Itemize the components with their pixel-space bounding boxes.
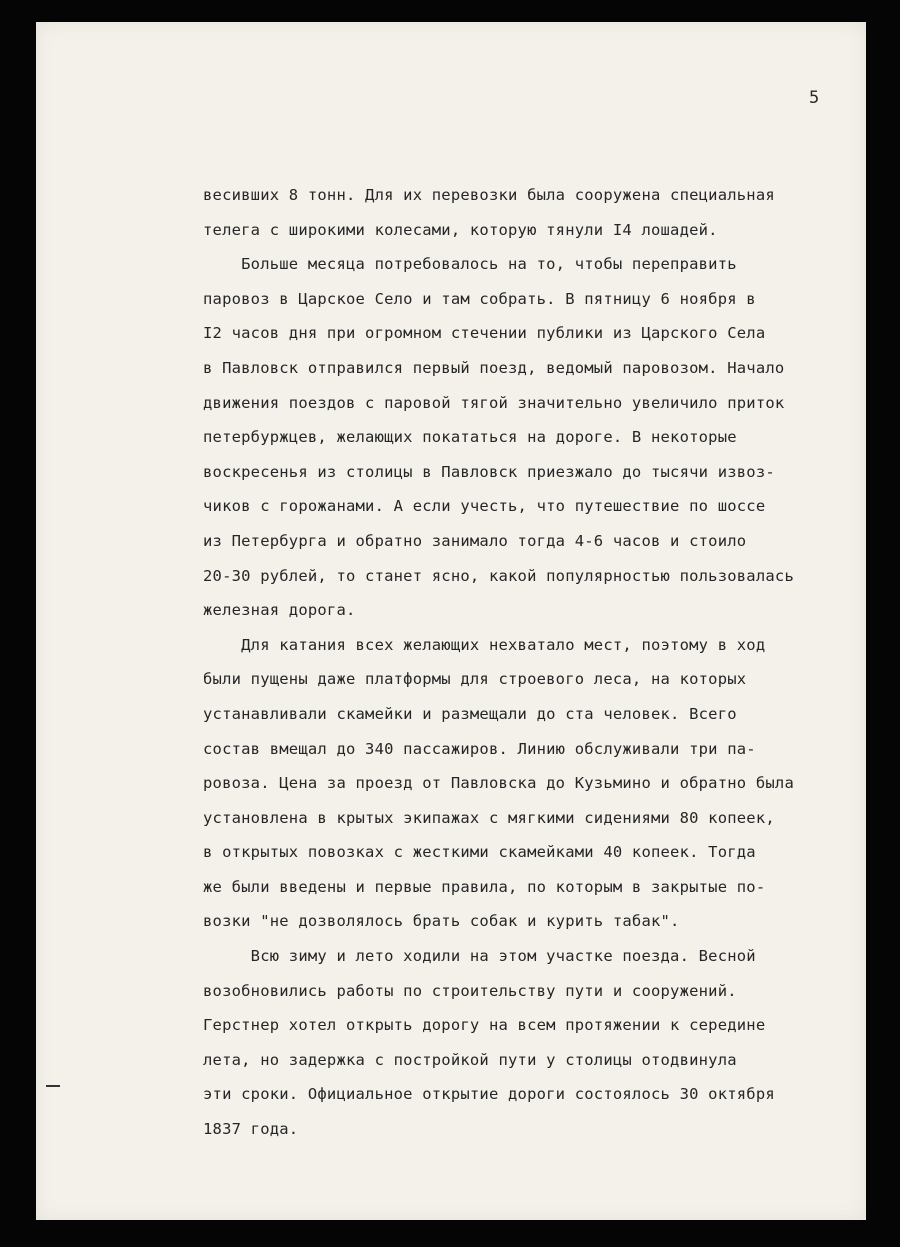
text-line: эти сроки. Официальное открытие дороги состоялось 30 октября: [203, 1085, 775, 1104]
text-line: в Павловск отправился первый поезд, ведомый паровозом. Начало: [203, 358, 785, 377]
text-line: 20-30 рублей, то станет ясно, какой популярностью пользовалась: [203, 566, 794, 585]
text-line: состав вмещал до 340 пассажиров. Линию обслуживали три па-: [203, 739, 756, 758]
text-line: из Петербурга и обратно занимало тогда 4-6 часов и стоило: [203, 531, 747, 550]
text-line: устанавливали скамейки и размещали до ста человек. Всего: [203, 704, 737, 723]
text-line: движения поездов с паровой тягой значительно увеличило приток: [203, 393, 785, 412]
text-line: весивших 8 тонн. Для их перевозки была сооружена специальная: [203, 186, 775, 204]
text-line: установлена в крытых экипажах с мягкими сидениями 80 копеек,: [203, 808, 775, 827]
text-line: воскресенья из столицы в Павловск приезжало до тысячи извоз-: [203, 462, 775, 481]
typewritten-text: [203, 178, 863, 1147]
text-line: железная дорога.: [203, 601, 356, 620]
text-line: ровоза. Цена за проезд от Павловска до Кузьмино и обратно была: [203, 774, 794, 793]
text-line: же были введены и первые правила, по которым в закрытые по-: [203, 877, 766, 896]
text-line: телега с широкими колесами, которую тянули I4 лошадей.: [203, 220, 718, 239]
text-line: были пущены даже платформы для строевого леса, на которых: [203, 670, 747, 689]
text-line: Всю зиму и лето ходили на этом участке поезда. Весной: [203, 947, 756, 966]
text-line: возки "не дозволялось брать собак и курить табак".: [203, 912, 680, 931]
text-line: Для катания всех желающих нехватало мест, поэтому в ход: [203, 635, 766, 654]
text-line: паровоз в Царское Село и там собрать. В пятницу 6 ноября в: [203, 289, 756, 308]
text-line: чиков с горожанами. А если учесть, что путешествие по шоссе: [203, 497, 766, 516]
text-line: Герстнер хотел открыть дорогу на всем протяжении к середине: [203, 1016, 766, 1035]
text-line: лета, но задержка с постройкой пути у столицы отодвинула: [203, 1050, 737, 1069]
text-line: в открытых повозках с жесткими скамейками 40 копеек. Тогда: [203, 843, 756, 862]
page-number: 5: [809, 88, 820, 108]
text-line: I2 часов дня при огромном стечении публики из Царского Села: [203, 324, 766, 343]
text-line: петербуржцев, желающих покататься на дороге. В некоторые: [203, 428, 737, 447]
text-line: 1837 года.: [203, 1120, 299, 1139]
text-line: Больше месяца потребовалось на то, чтобы переправить: [203, 255, 737, 274]
margin-mark: [46, 1085, 60, 1087]
text-line: возобновились работы по строительству пути и сооружений.: [203, 981, 737, 1000]
